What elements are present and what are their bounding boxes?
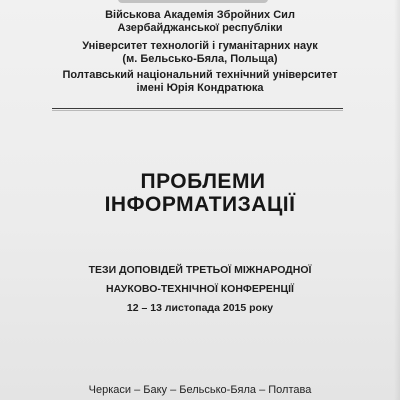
page-edge-shadow (394, 0, 400, 400)
organization-country: Азербайджанської республіки (117, 22, 283, 34)
organization-block (0, 40, 400, 66)
subtitle-line: НАУКОВО-ТЕХНІЧНОЇ КОНФЕРЕНЦІЇ (106, 283, 294, 295)
organization-name: Полтавський національний технічний університет (62, 69, 338, 81)
conference-subtitle (0, 261, 400, 318)
organization-name: Університет технологій і гуманітарних наук (82, 40, 318, 52)
document-title (0, 170, 400, 216)
organization-location: (м. Бельсько-Бяла, Польща) (122, 53, 278, 65)
title-line: ІНФОРМАТИЗАЦІЇ (104, 193, 296, 216)
subtitle-line: ТЕЗИ ДОПОВІДЕЙ ТРЕТЬОЇ МІЖНАРОДНОЇ (88, 264, 312, 276)
conference-dates: 12 – 13 листопада 2015 року (126, 302, 274, 314)
organization-honorific: імені Юрія Кондратюка (136, 82, 264, 94)
title-line: ПРОБЛЕМИ (140, 170, 266, 193)
header-divider-shadow (52, 110, 343, 111)
organization-name: Військова Академія Збройних Сил (105, 9, 295, 21)
header-divider (52, 108, 343, 109)
organization-block (0, 9, 400, 35)
publication-cities: Черкаси – Баку – Бельсько-Бяла – Полтава (88, 384, 312, 396)
organization-block (0, 69, 400, 95)
cut-off-top-text (118, 0, 268, 3)
